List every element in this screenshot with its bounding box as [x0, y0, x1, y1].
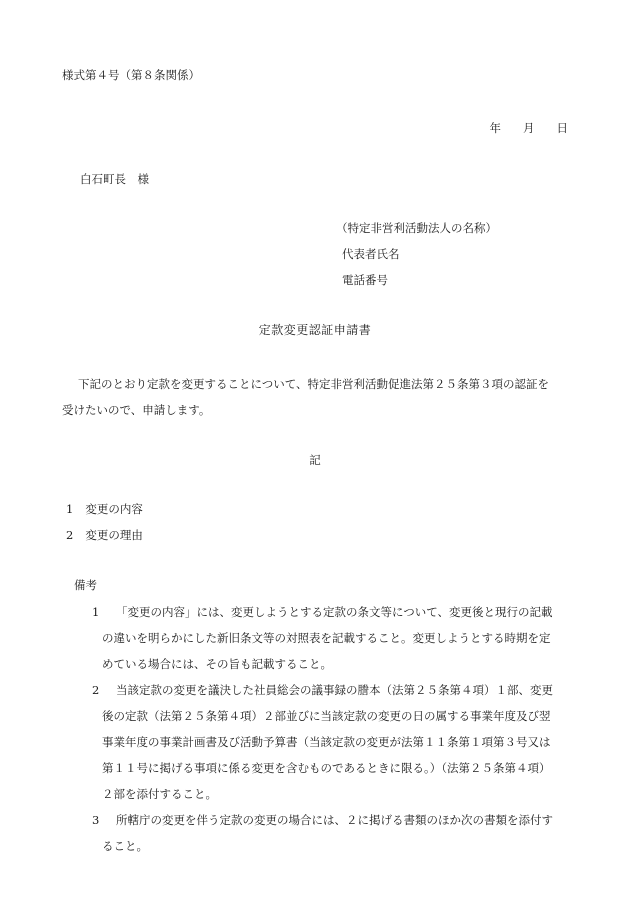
note-number: 3	[92, 813, 100, 827]
recipient: 白石町長 様	[80, 172, 149, 186]
date-year-label: 年	[489, 121, 501, 135]
note-number: 1	[92, 605, 100, 619]
item-number: 1	[66, 502, 74, 516]
note-line: 当該定款の変更を議決した社員総会の議事録の謄本（法第２５条第４項）１部、変更	[116, 683, 553, 697]
org-name-label: （特定非営利活動法人の名称）	[336, 221, 497, 235]
note-line: ること。	[102, 839, 148, 853]
date-line	[490, 120, 569, 136]
item-change-content	[66, 501, 143, 517]
date-day-label: 日	[556, 121, 568, 135]
note-line: 第１１号に掲げる事項に係る変更を含むものであるときに限る。）（法第２５条第４項）	[102, 761, 551, 775]
item-label: 変更の内容	[85, 502, 143, 516]
note-line: 後の定款（法第２５条第４項）２部並びに当該定款の変更の日の属する事業年度及び翌	[102, 709, 551, 723]
note-line: の違いを明らかにした新旧条文等の対照表を記載すること。変更しようとする時期を定	[102, 631, 551, 645]
note-number: 2	[92, 683, 100, 697]
note-line: 「変更の内容」には、変更しようとする定款の条文等について、変更後と現行の記載	[116, 605, 553, 619]
item-change-reason	[66, 527, 143, 543]
representative-label: 代表者氏名	[342, 247, 400, 261]
note-line: 所轄庁の変更を伴う定款の変更の場合には、２に掲げる書類のほか次の書類を添付す	[116, 813, 553, 827]
note-line: 事業年度の事業計画書及び活動予算書（当該定款の変更が法第１１条第１項第３号又は	[102, 735, 551, 749]
date-month-label: 月	[523, 121, 535, 135]
note-line: ２部を添付すること。	[102, 787, 217, 801]
ki-heading: 記	[309, 453, 321, 467]
form-number: 様式第４号（第８条関係）	[62, 68, 200, 82]
remarks-heading: 備考	[74, 578, 97, 592]
item-number: 2	[66, 528, 74, 542]
phone-label: 電話番号	[342, 273, 388, 287]
item-label: 変更の理由	[85, 528, 143, 542]
note-line: めている場合には、その旨も記載すること。	[102, 657, 332, 671]
body-line-1: 下記のとおり定款を変更することについて、特定非営利活動促進法第２５条第３項の認証を	[78, 377, 550, 391]
body-line-2: 受けたいので、申請します。	[62, 403, 211, 417]
document-title: 定款変更認証申請書	[258, 323, 372, 337]
